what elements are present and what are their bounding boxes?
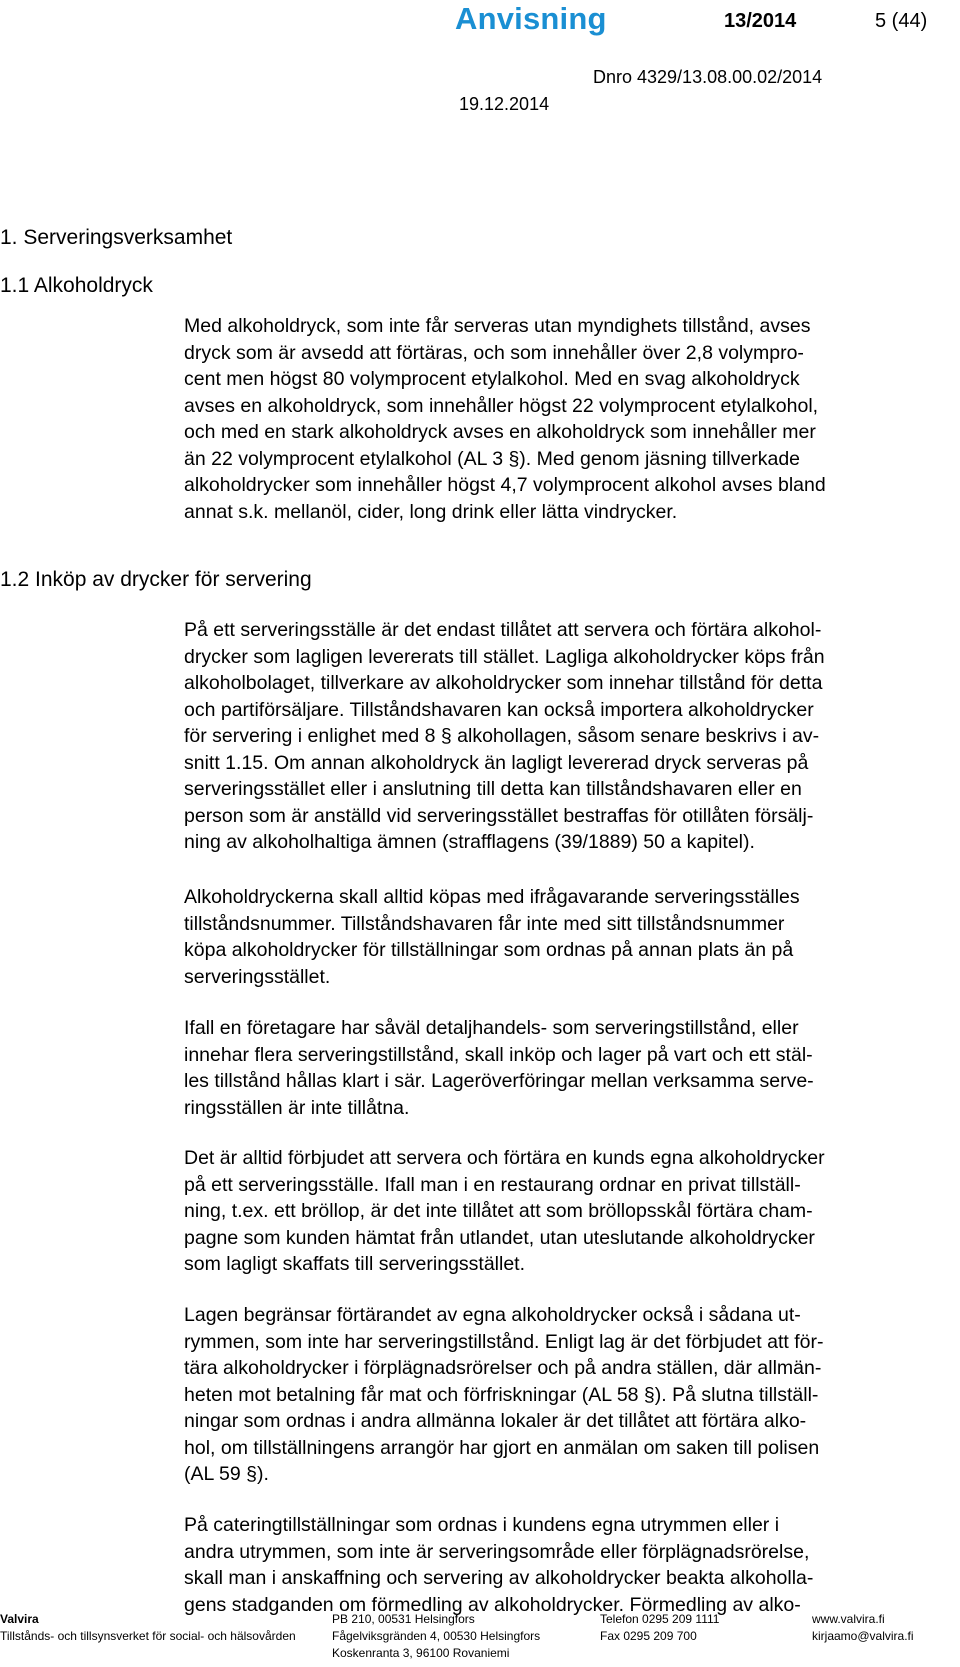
- text-line: dryck som är avsedd att förtäras, och som innehåller över 2,8 volympro-: [184, 341, 804, 364]
- paragraph-inkop-6: [184, 1512, 954, 1618]
- text-line: person som är anställd vid serveringsstället bestraffas för otillåten försälj-: [184, 804, 814, 827]
- text-line: köpa alkoholdrycker för tillställningar som ordnas på annan plats än på: [184, 939, 794, 961]
- footer-org-full-name: Tillstånds- och tillsynsverket för social- och hälsovården: [0, 1629, 296, 1643]
- text-line: ning, t.ex. ett bröllop, är det inte tillåtet att som bröllopsskål förtära cham-: [184, 1200, 813, 1222]
- page-footer: [0, 1611, 960, 1667]
- text-line: Lagen begränsar förtärandet av egna alkoholdrycker också i sådana ut-: [184, 1304, 801, 1326]
- text-line: drycker som lagligen levererats till stället. Lagliga alkoholdrycker köps från: [184, 645, 825, 668]
- text-line: som lagligt skaffats till serveringsstället.: [184, 1253, 526, 1275]
- text-line: serveringsstället.: [184, 965, 331, 988]
- text-line: På ett serveringsställe är det endast tillåtet att servera och förtära alkohol-: [184, 619, 822, 641]
- text-line: serveringsstället eller i anslutning till detta kan tillståndshavaren eller en: [184, 778, 802, 800]
- text-line: avses en alkoholdryck, som innehåller högst 22 volymprocent etylalkohol,: [184, 394, 819, 417]
- text-line: ningar som ordnas i andra allmänna lokaler är det tillåtet att förtära alko-: [184, 1410, 807, 1432]
- paragraph-inkop-5: [184, 1302, 954, 1488]
- document-type-title: Anvisning: [455, 1, 607, 36]
- text-line: pagne som kunden hämtat från utlandet, utan uteslutande alkoholdrycker: [184, 1226, 815, 1249]
- record-number: Dnro 4329/13.08.00.02/2014: [593, 67, 823, 87]
- text-line: Med alkoholdryck, som inte får serveras utan myndighets tillstånd, avses: [184, 315, 811, 337]
- document-number: 13/2014: [724, 10, 797, 32]
- paragraph-inkop-2: [184, 884, 954, 990]
- text-line: för servering i enlighet med 8 § alkohollagen, såsom senare beskrivs i av-: [184, 725, 820, 747]
- footer-web-column: [812, 1611, 914, 1645]
- page-number: 5 (44): [875, 10, 928, 32]
- text-line: snitt 1.15. Om annan alkoholdryck än lagligt levererad dryck serveras på: [184, 751, 809, 774]
- section-heading-1-2: 1.2 Inköp av drycker för servering: [0, 568, 312, 591]
- text-line: och med en stark alkoholdryck avses en alkoholdryck som innehåller mer: [184, 421, 816, 443]
- text-line: annat s.k. mellanöl, cider, long drink eller lätta vindrycker.: [184, 500, 678, 523]
- footer-address-line: Koskenranta 3, 96100 Rovaniemi: [332, 1646, 510, 1660]
- footer-website-link[interactable]: www.valvira.fi: [812, 1612, 885, 1626]
- text-line: alkoholbolaget, tillverkare av alkoholdrycker som innehar tillstånd för detta: [184, 672, 823, 694]
- footer-org-column: [0, 1611, 296, 1645]
- footer-contact-column: [600, 1611, 719, 1645]
- paragraph-inkop-4: [184, 1145, 954, 1278]
- text-line: innehar flera serveringstillstånd, skall inköp och lager på vart och ett stäl-: [184, 1043, 813, 1066]
- text-line: andra utrymmen, som inte är serveringsområde eller förplägnadsrörelse,: [184, 1540, 810, 1563]
- text-line: ringsställen är inte tillåtna.: [184, 1096, 410, 1119]
- text-line: tära alkoholdrycker i förplägnadsrörelser och på andra ställen, där allmän-: [184, 1357, 822, 1379]
- footer-email-link[interactable]: kirjaamo@valvira.fi: [812, 1629, 914, 1643]
- text-line: hol, om tillställningens arrangör har gjort en anmälan om saken till polisen: [184, 1436, 820, 1459]
- paragraph-inkop-3: [184, 1015, 954, 1121]
- text-line: Ifall en företagare har såväl detaljhandels- som serveringstillstånd, eller: [184, 1017, 799, 1039]
- text-line: les tillstånd hållas klart i sär. Lageröverföringar mellan verksamma serve-: [184, 1070, 814, 1092]
- text-line: ning av alkoholhaltiga ämnen (strafflagens (39/1889) 50 a kapitel).: [184, 831, 755, 853]
- text-line: heten mot betalning får mat och förfriskningar (AL 58 §). På slutna tillställ-: [184, 1383, 819, 1406]
- footer-address-column: [332, 1611, 540, 1662]
- text-line: på ett serveringsställe. Ifall man i en restaurang ordnar en privat tillställ-: [184, 1173, 801, 1196]
- section-heading-1-1: 1.1 Alkoholdryck: [0, 274, 153, 297]
- paragraph-alkoholdryck: [184, 313, 954, 525]
- text-line: cent men högst 80 volymprocent etylalkohol. Med en svag alkoholdryck: [184, 368, 800, 390]
- text-line: På cateringtillställningar som ordnas i kundens egna utrymmen eller i: [184, 1514, 780, 1536]
- footer-fax: Fax 0295 209 700: [600, 1629, 697, 1643]
- text-line: Alkoholdryckerna skall alltid köpas med ifrågavarande serveringsställes: [184, 886, 800, 908]
- text-line: gens stadganden om förmedling av alkoholdrycker. Förmedling av alko-: [184, 1593, 801, 1616]
- text-line: Det är alltid förbjudet att servera och förtära en kunds egna alkoholdrycker: [184, 1147, 825, 1169]
- text-line: tillståndsnummer. Tillståndshavaren får inte med sitt tillståndsnummer: [184, 912, 785, 935]
- text-line: än 22 volymprocent etylalkohol (AL 3 §). Med genom jäsning tillverkade: [184, 447, 801, 470]
- paragraph-inkop-1: [184, 617, 954, 856]
- section-heading-1: 1. Serveringsverksamhet: [0, 226, 233, 249]
- footer-org-name: Valvira: [0, 1612, 39, 1626]
- text-line: alkoholdrycker som innehåller högst 4,7 volymprocent alkohol avses bland: [184, 474, 826, 496]
- document-date: 19.12.2014: [459, 94, 550, 114]
- text-line: och partiförsäljare. Tillståndshavaren kan också importera alkoholdrycker: [184, 698, 814, 721]
- footer-address-line: Fågelviksgränden 4, 00530 Helsingfors: [332, 1629, 541, 1643]
- footer-address-line: PB 210, 00531 Helsingfors: [332, 1612, 475, 1626]
- footer-phone: Telefon 0295 209 1111: [600, 1612, 720, 1626]
- text-line: skall man i anskaffning och servering av alkoholdrycker beakta alkoholla-: [184, 1567, 814, 1589]
- text-line: rymmen, som inte har serveringstillstånd. Enligt lag är det förbjudet att för-: [184, 1330, 824, 1353]
- text-line: (AL 59 §).: [184, 1463, 269, 1485]
